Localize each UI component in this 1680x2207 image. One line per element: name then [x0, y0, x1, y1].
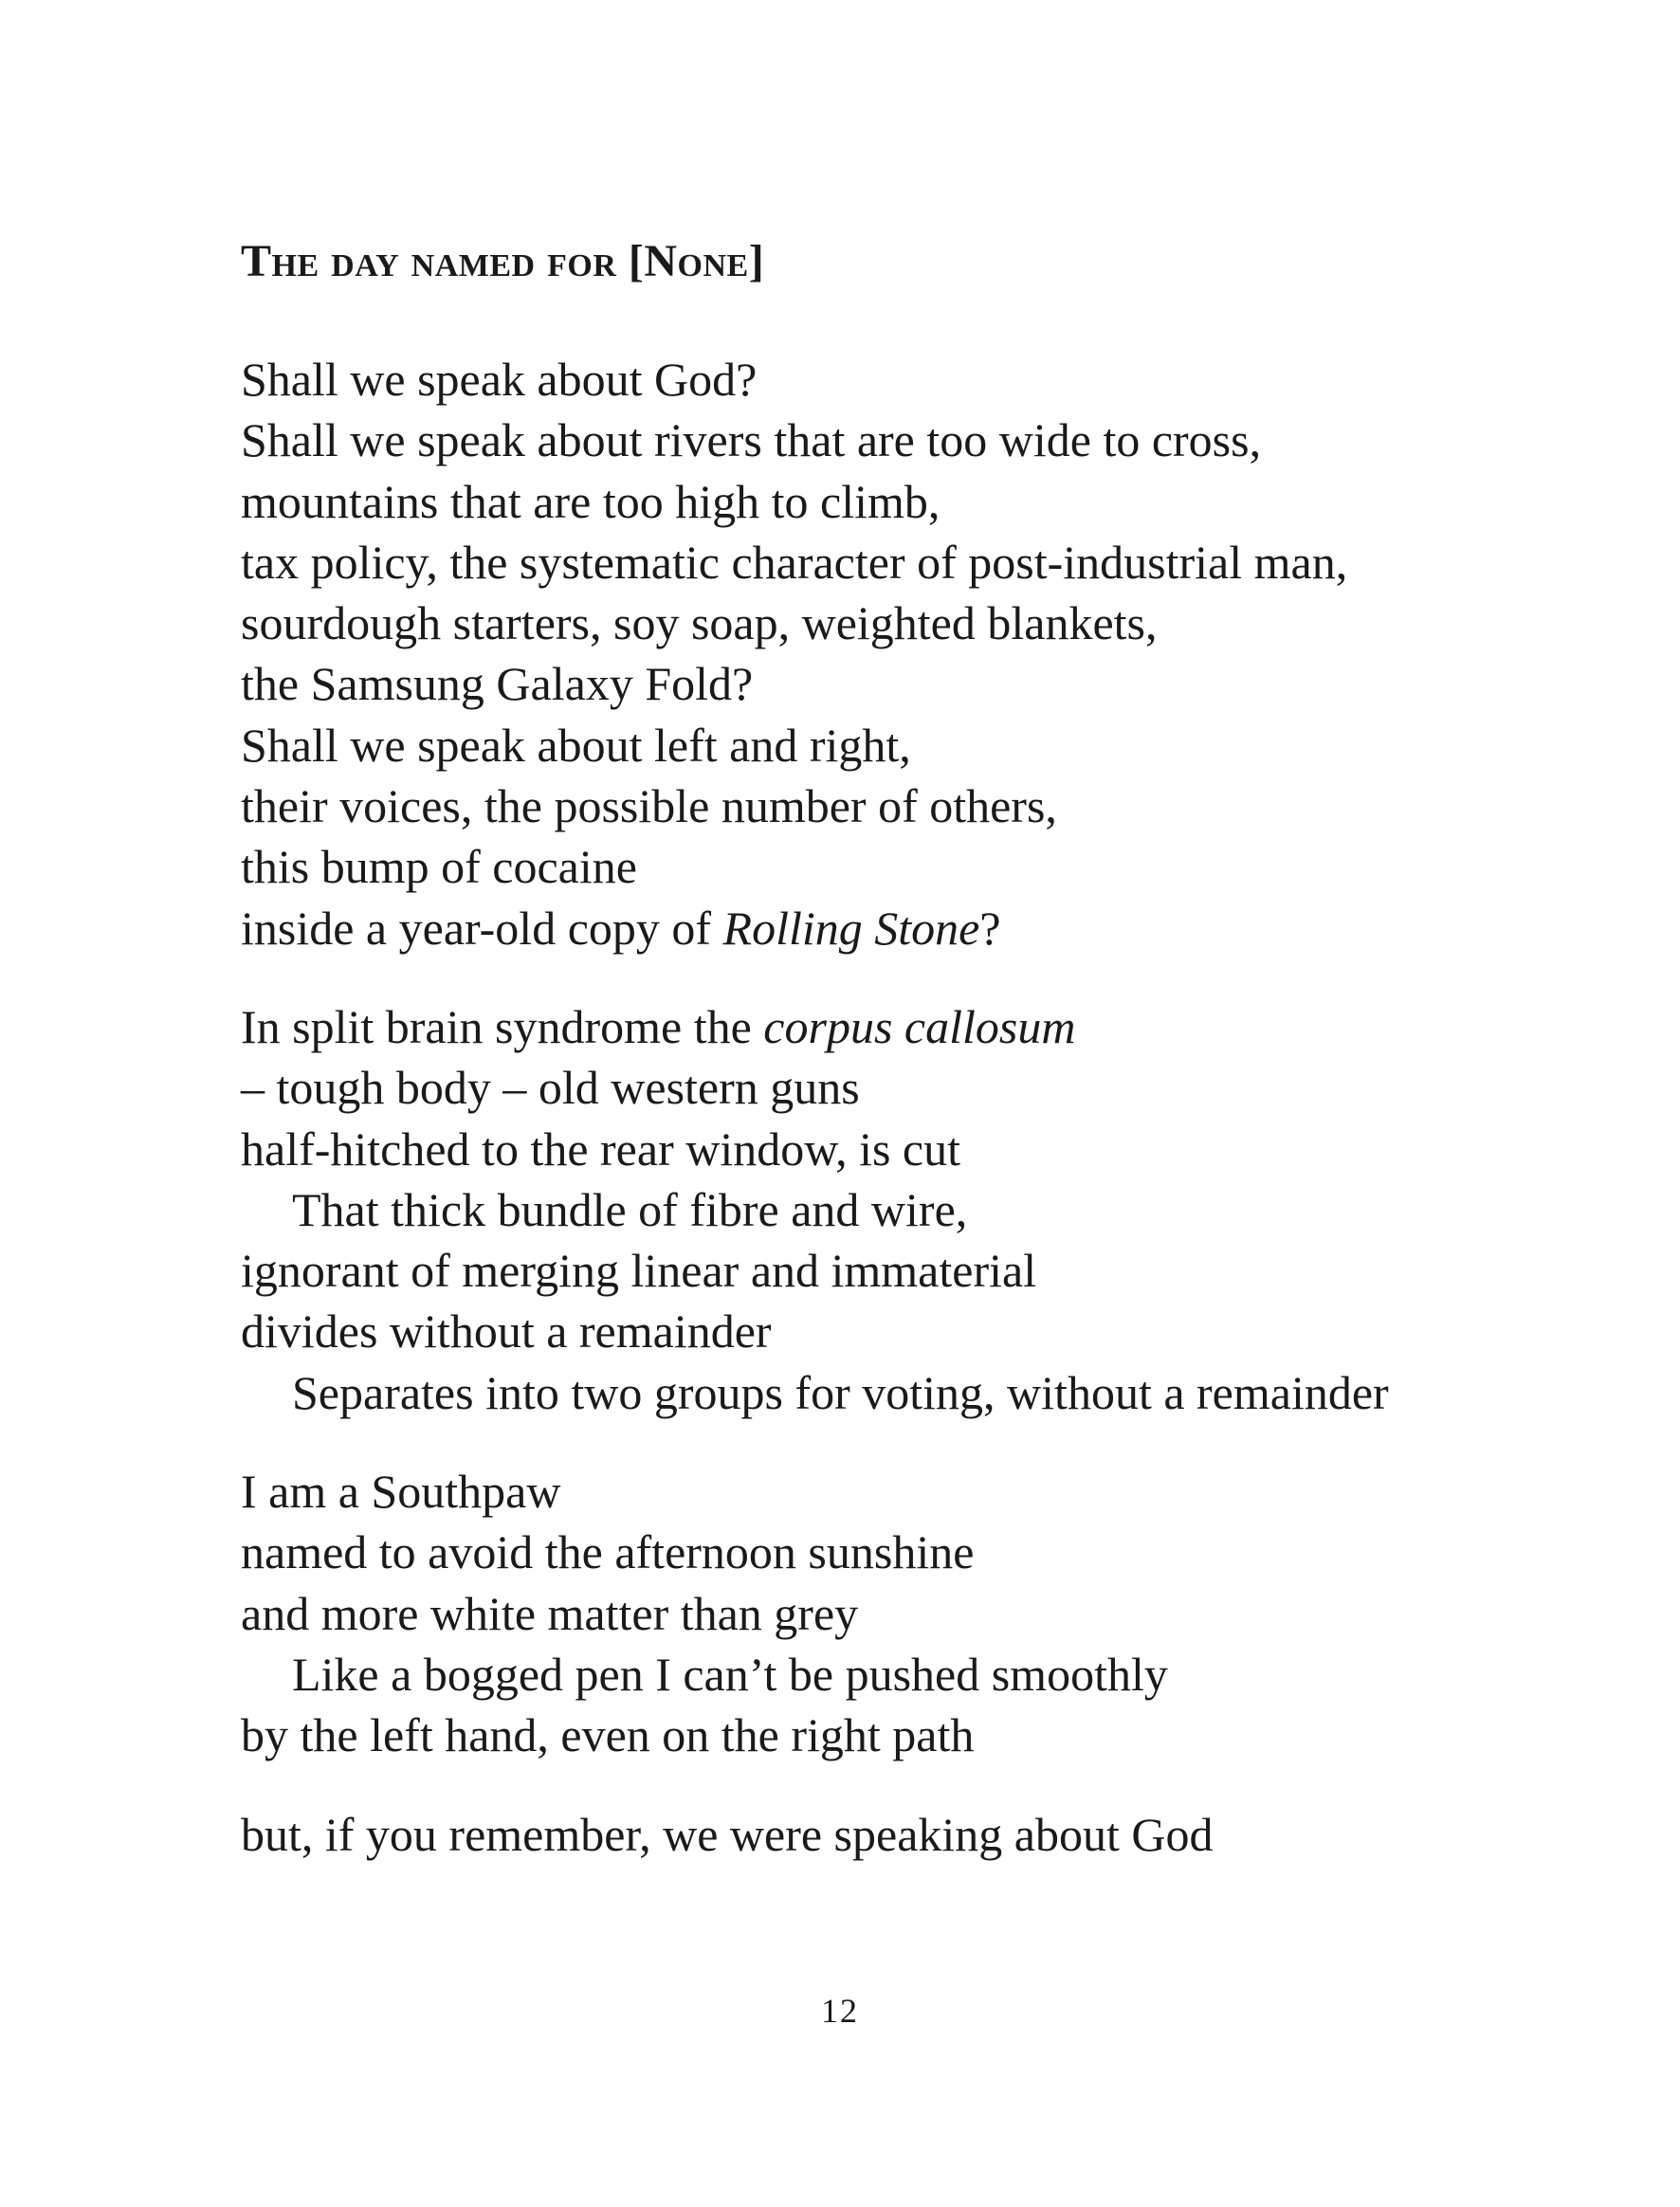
poem-line: half-hitched to the rear window, is cut	[241, 1122, 961, 1176]
page-number: 12	[821, 1992, 859, 2030]
poem-line: – tough body – old western guns	[241, 1061, 860, 1115]
poem-body	[241, 349, 1492, 1865]
poem-line: sourdough starters, soy soap, weighted blankets,	[241, 596, 1158, 650]
poem-line	[241, 898, 1492, 958]
poem-line: Shall we speak about rivers that are too wide to cross,	[241, 413, 1262, 467]
poem-line: mountains that are too high to climb,	[241, 474, 940, 528]
line-text: ?	[979, 901, 1001, 955]
poem-line: divides without a remainder	[241, 1304, 772, 1359]
poem-line: their voices, the possible number of others,	[241, 779, 1057, 833]
poem-line: Separates into two groups for voting, without a remainder	[292, 1365, 1389, 1419]
magazine-title: Rolling Stone	[722, 901, 980, 955]
stanza-1	[241, 349, 1492, 958]
poem-line	[241, 996, 1492, 1057]
poem-line: the Samsung Galaxy Fold?	[241, 657, 754, 711]
poem-line: named to avoid the afternoon sunshine	[241, 1525, 975, 1579]
poem-line: I am a Southpaw	[241, 1465, 561, 1519]
poem-line: this bump of cocaine	[241, 840, 637, 894]
stanza-2	[241, 996, 1492, 1423]
poem-line: and more white matter than grey	[241, 1586, 859, 1640]
poem-line: That thick bundle of fibre and wire,	[292, 1182, 968, 1236]
line-text: inside a year-old copy of	[241, 901, 723, 955]
stanza-4	[241, 1804, 1492, 1865]
poem-line: but, if you remember, we were speaking about God	[241, 1807, 1214, 1861]
poem-title: The day named for [None]	[241, 236, 765, 286]
poem-line: Like a bogged pen I can’t be pushed smoothly	[292, 1647, 1168, 1701]
poem-line: Shall we speak about God?	[241, 353, 758, 406]
line-text: In split brain syndrome the	[241, 999, 764, 1053]
latin-term: corpus callosum	[763, 999, 1076, 1053]
poem-line: ignorant of merging linear and immaterial	[241, 1244, 1037, 1298]
stanza-3	[241, 1461, 1492, 1765]
poem-line: by the left hand, even on the right path	[241, 1708, 975, 1762]
poem-line: Shall we speak about left and right,	[241, 718, 911, 772]
poem-line: tax policy, the systematic character of post-industrial man,	[241, 535, 1348, 589]
